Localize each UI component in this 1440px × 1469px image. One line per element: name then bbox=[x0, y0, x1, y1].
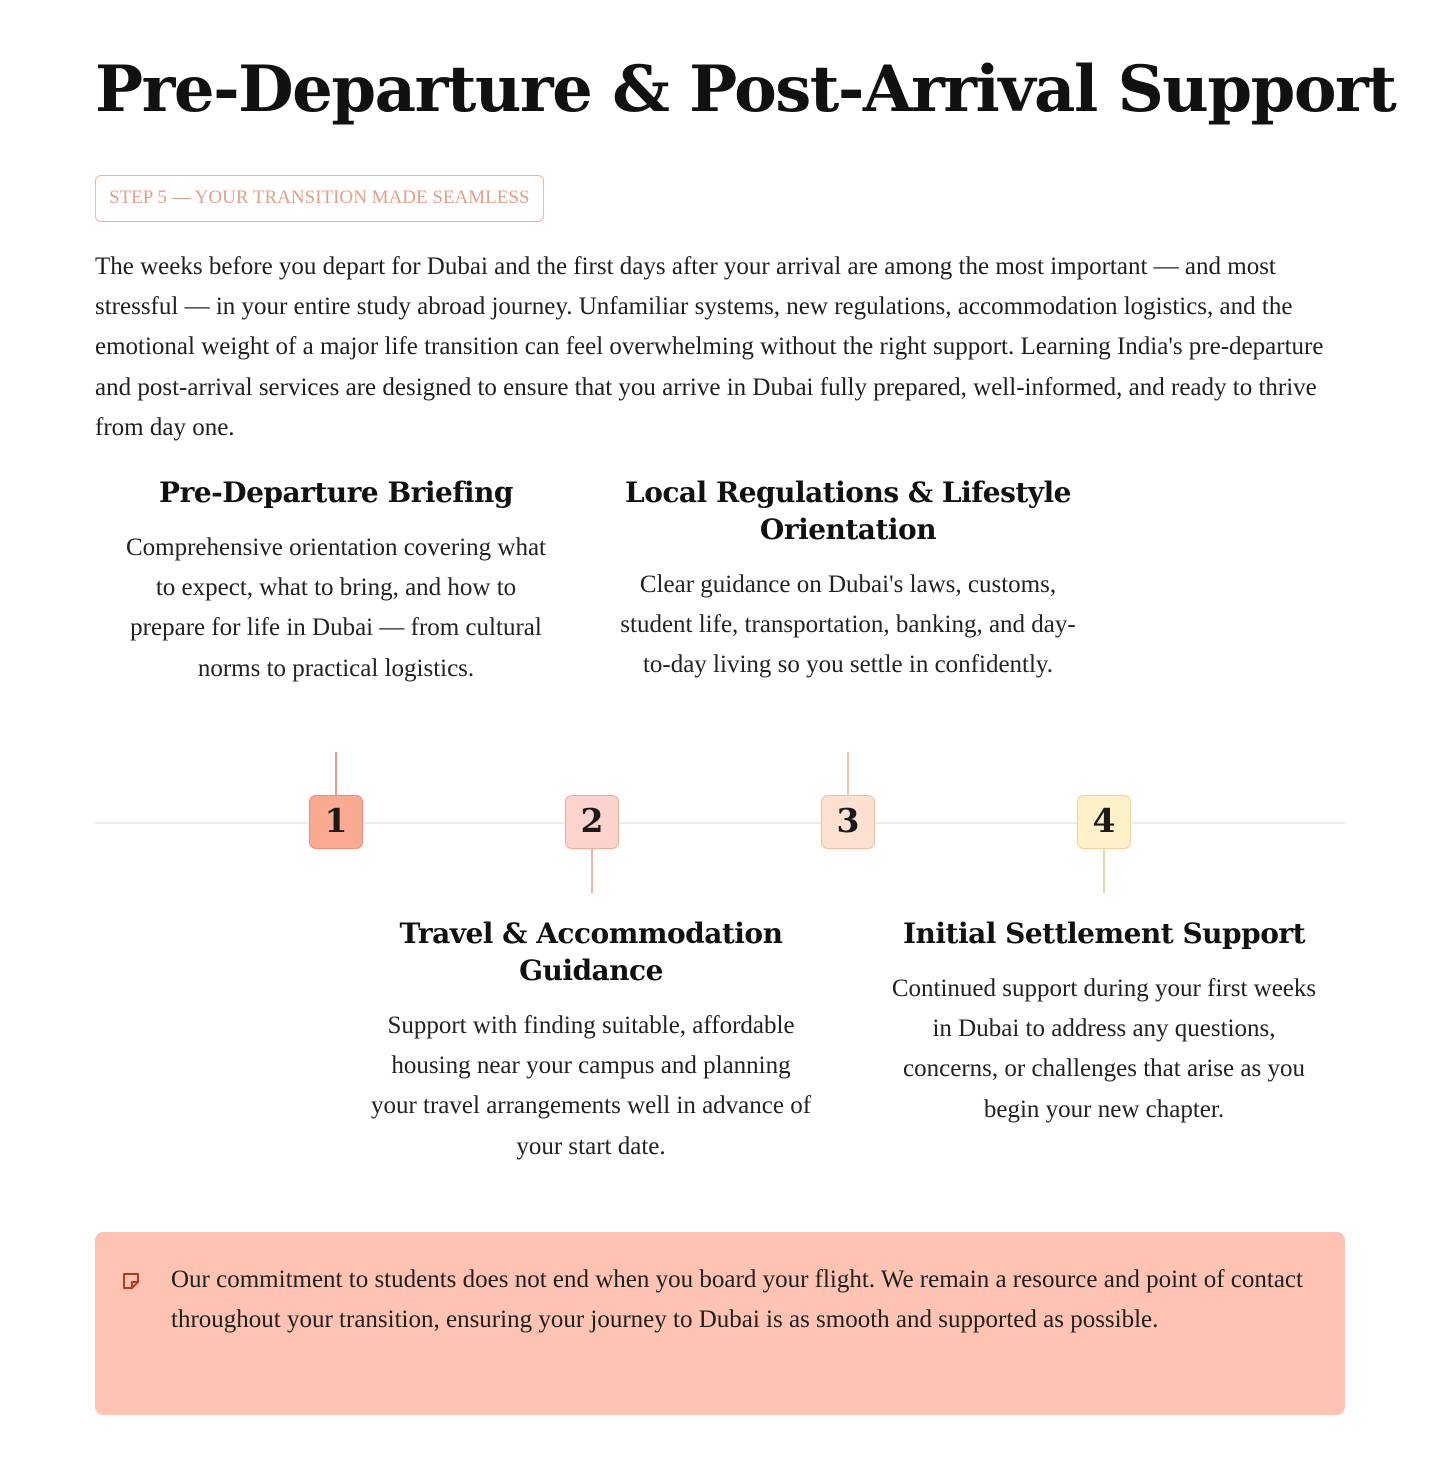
page-title: Pre-Departure & Post-Arrival Support bbox=[95, 52, 1396, 127]
step-title: Pre-Departure Briefing bbox=[159, 476, 513, 509]
timeline-node-3: 3 bbox=[821, 795, 875, 849]
timeline-node-4: 4 bbox=[1077, 795, 1131, 849]
timeline-connector bbox=[847, 752, 849, 797]
timeline-node-1: 1 bbox=[309, 795, 363, 849]
step-card-pre-departure bbox=[125, 474, 547, 689]
step-badge: STEP 5 — YOUR TRANSITION MADE SEAMLESS bbox=[95, 175, 544, 222]
step-description: Comprehensive orientation covering what to expect, what to bring, and how to prepare for life in Dubai — from cultural norms to practical logistics. bbox=[125, 534, 547, 682]
step-description: Continued support during your first weeks in Dubai to address any questions, concerns, or challenges that arise as you begin your new chapter. bbox=[891, 975, 1317, 1123]
step-title: Travel & Accommodation Guidance bbox=[399, 917, 783, 987]
step-description: Clear guidance on Dubai's laws, customs, student life, transportation, banking, and day-to-day living so you settle in confidently. bbox=[620, 571, 1076, 679]
timeline-connector bbox=[591, 848, 593, 893]
intro-paragraph: The weeks before you depart for Dubai and the first days after your arrival are among the most important — and most stressful — in your entire study abroad journey. Unfamiliar systems, new regulations, accommodation logistics, and the emotional weight of a major life transition can feel overwhelming without the right support. Learning India's pre-departure and post-arrival services are designed to ensure that you arrive in Dubai fully prepared, well-informed, and ready to thrive from day one. bbox=[95, 253, 1324, 441]
note-icon bbox=[121, 1271, 141, 1291]
note-text: Our commitment to students does not end when you board your flight. We remain a resource and point of contact throughout your transition, ensuring your journey to Dubai is as smooth and supported as possible. bbox=[171, 1266, 1303, 1334]
step-card-initial-settlement bbox=[886, 915, 1322, 1130]
timeline-connector bbox=[1103, 848, 1105, 893]
timeline-connector bbox=[335, 752, 337, 797]
step-description: Support with finding suitable, affordable housing near your campus and planning your travel arrangements well in advance of your start date. bbox=[370, 1012, 812, 1160]
step-title: Initial Settlement Support bbox=[902, 917, 1306, 950]
step-card-local-regulations bbox=[617, 474, 1079, 686]
timeline-line bbox=[95, 822, 1345, 824]
step-title: Local Regulations & Lifestyle Orientation bbox=[625, 476, 1071, 546]
step-card-travel-accommodation bbox=[366, 915, 816, 1167]
timeline-node-2: 2 bbox=[565, 795, 619, 849]
note-callout bbox=[95, 1232, 1345, 1415]
